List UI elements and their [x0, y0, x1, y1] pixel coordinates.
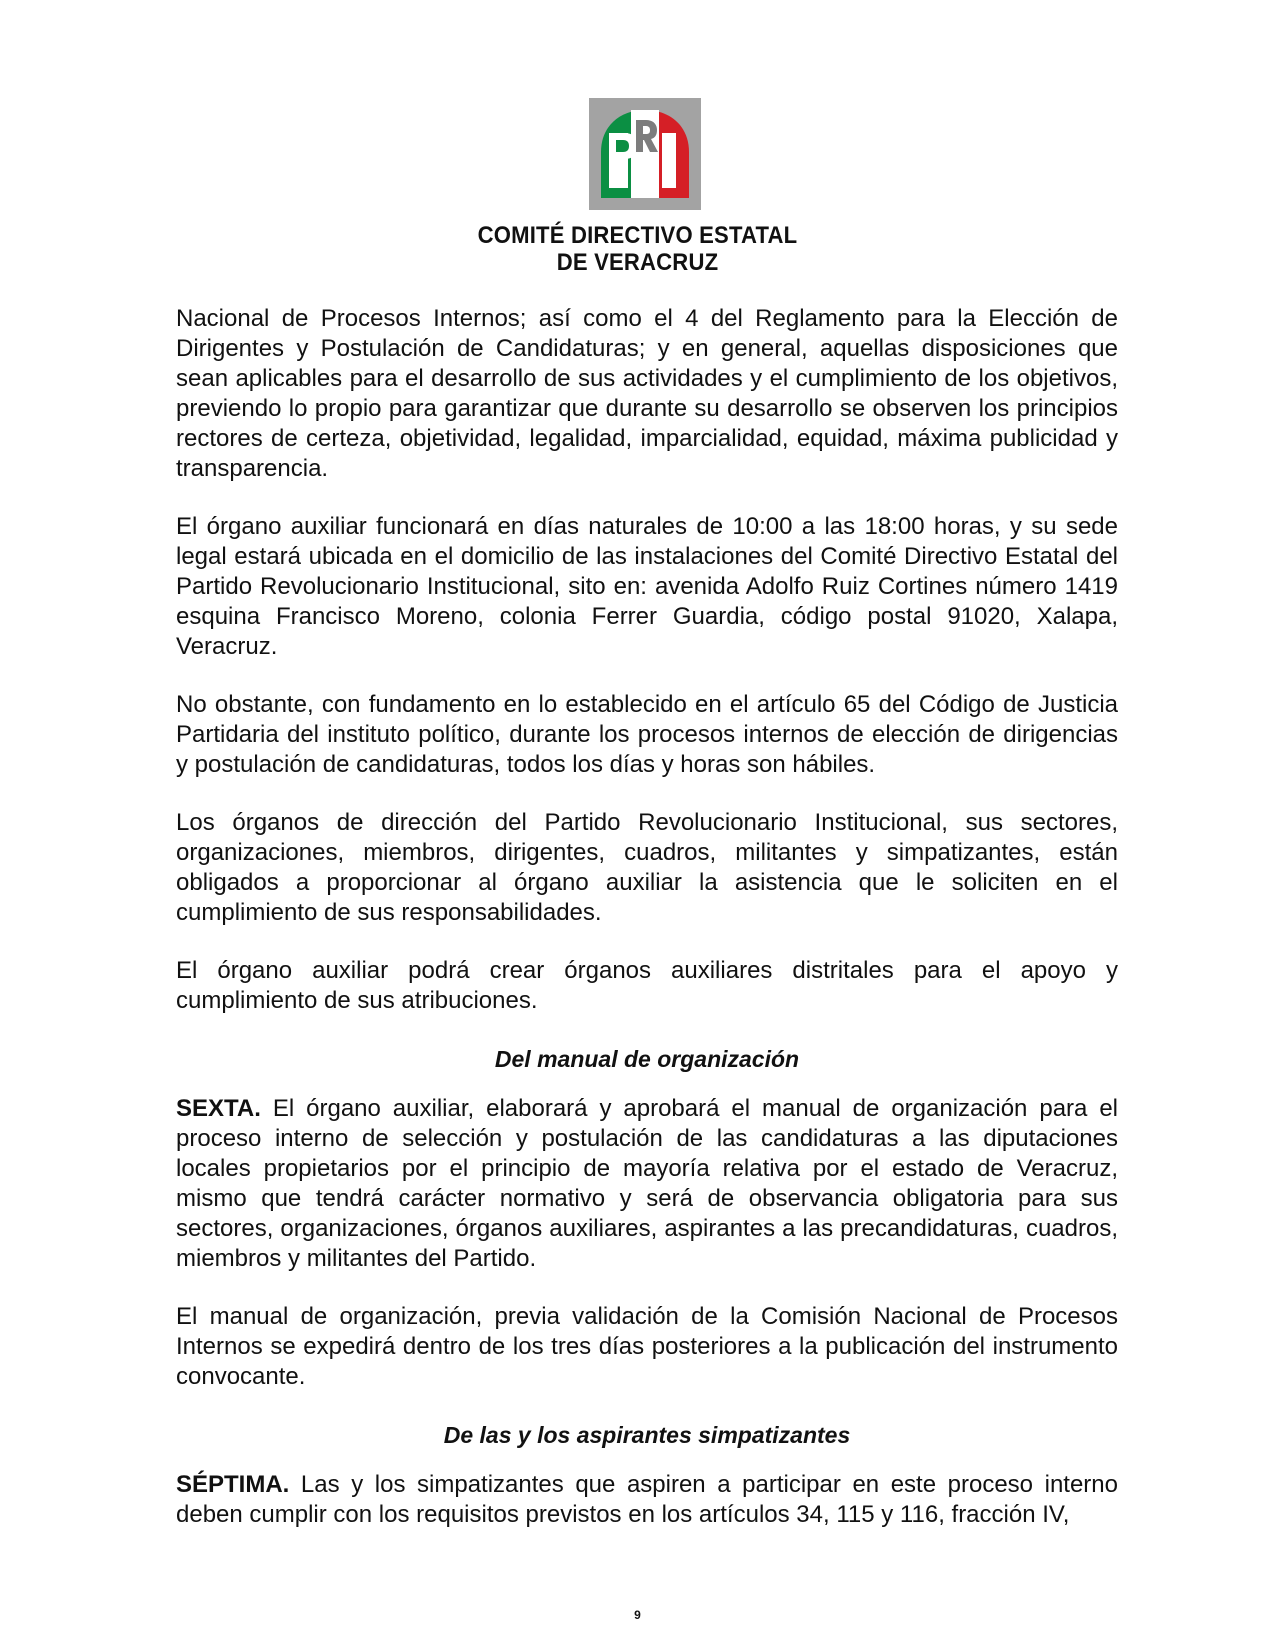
page-header — [0, 0, 1275, 290]
org-name-line2: DE VERACRUZ — [556, 249, 719, 276]
paragraph-7: El manual de organización, previa validación de la Comisión Nacional de Procesos Internos se expedirá dentro de los tres días posteriores a la publicación del instrumento convocante. — [176, 1303, 1118, 1390]
septima-label: SÉPTIMA. — [176, 1471, 290, 1498]
sexta-label: SEXTA. — [176, 1095, 261, 1122]
paragraph-sexta — [176, 1094, 1118, 1274]
org-name-line1: COMITÉ DIRECTIVO ESTATAL — [477, 222, 798, 249]
paragraph-1: Nacional de Procesos Internos; así como el 4 del Reglamento para la Elección de Dirigentes y Postulación de Candidaturas; y en general, aquellas disposiciones que sean aplicables para el desarrollo de sus actividades y el cumplimiento de los objetivos, previendo lo propio para garantizar que durante su desarrollo se observen los principios rectores de certeza, objetividad, legalidad, imparcialidad, equidad, máxima publicidad y transparencia. — [176, 305, 1118, 482]
paragraph-septima — [176, 1470, 1118, 1530]
page-number: 9 — [634, 1608, 641, 1622]
paragraph-3: No obstante, con fundamento en lo establecido en el artículo 65 del Código de Justicia Partidaria del instituto político, durante los procesos internos de elección de dirigencias y postulación de candidaturas, todos los días y horas son hábiles. — [176, 691, 1118, 778]
septima-text: Las y los simpatizantes que aspiren a participar en este proceso interno deben cumplir con los requisitos previstos en los artículos 34, 115 y 116, fracción IV, — [176, 1471, 1118, 1528]
paragraph-5: El órgano auxiliar podrá crear órganos auxiliares distritales para el apoyo y cumplimiento de sus atribuciones. — [176, 957, 1118, 1014]
paragraph-2: El órgano auxiliar funcionará en días naturales de 10:00 a las 18:00 horas, y su sede legal estará ubicada en el domicilio de las instalaciones del Comité Directivo Estatal del Partido Revolucionario Institucional, sito en: avenida Adolfo Ruiz Cortines número 1419 esquina Francisco Moreno, colonia Ferrer Guardia, código postal 91020, Xalapa, Veracruz. — [176, 513, 1118, 660]
document-body — [176, 304, 1118, 1558]
section-heading-manual: Del manual de organización — [494, 1046, 800, 1072]
sexta-text: El órgano auxiliar, elaborará y aprobará el manual de organización para el proceso interno de selección y postulación de las candidaturas a las diputaciones locales propietarios por el principio de mayoría relativa por el estado de Veracruz, mismo que tendrá carácter normativo y será de observancia obligatoria para sus sectores, organizaciones, órganos auxiliares, aspirantes a las precandidaturas, cuadros, miembros y militantes del Partido. — [176, 1095, 1118, 1272]
paragraph-4: Los órganos de dirección del Partido Revolucionario Institucional, sus sectores, organizaciones, miembros, dirigentes, cuadros, militantes y simpatizantes, están obligados a proporcionar al órgano auxiliar la asistencia que le soliciten en el cumplimiento de sus responsabilidades. — [176, 809, 1118, 926]
pri-logo-icon — [589, 98, 701, 210]
section-heading-aspirantes: De las y los aspirantes simpatizantes — [443, 1422, 851, 1448]
